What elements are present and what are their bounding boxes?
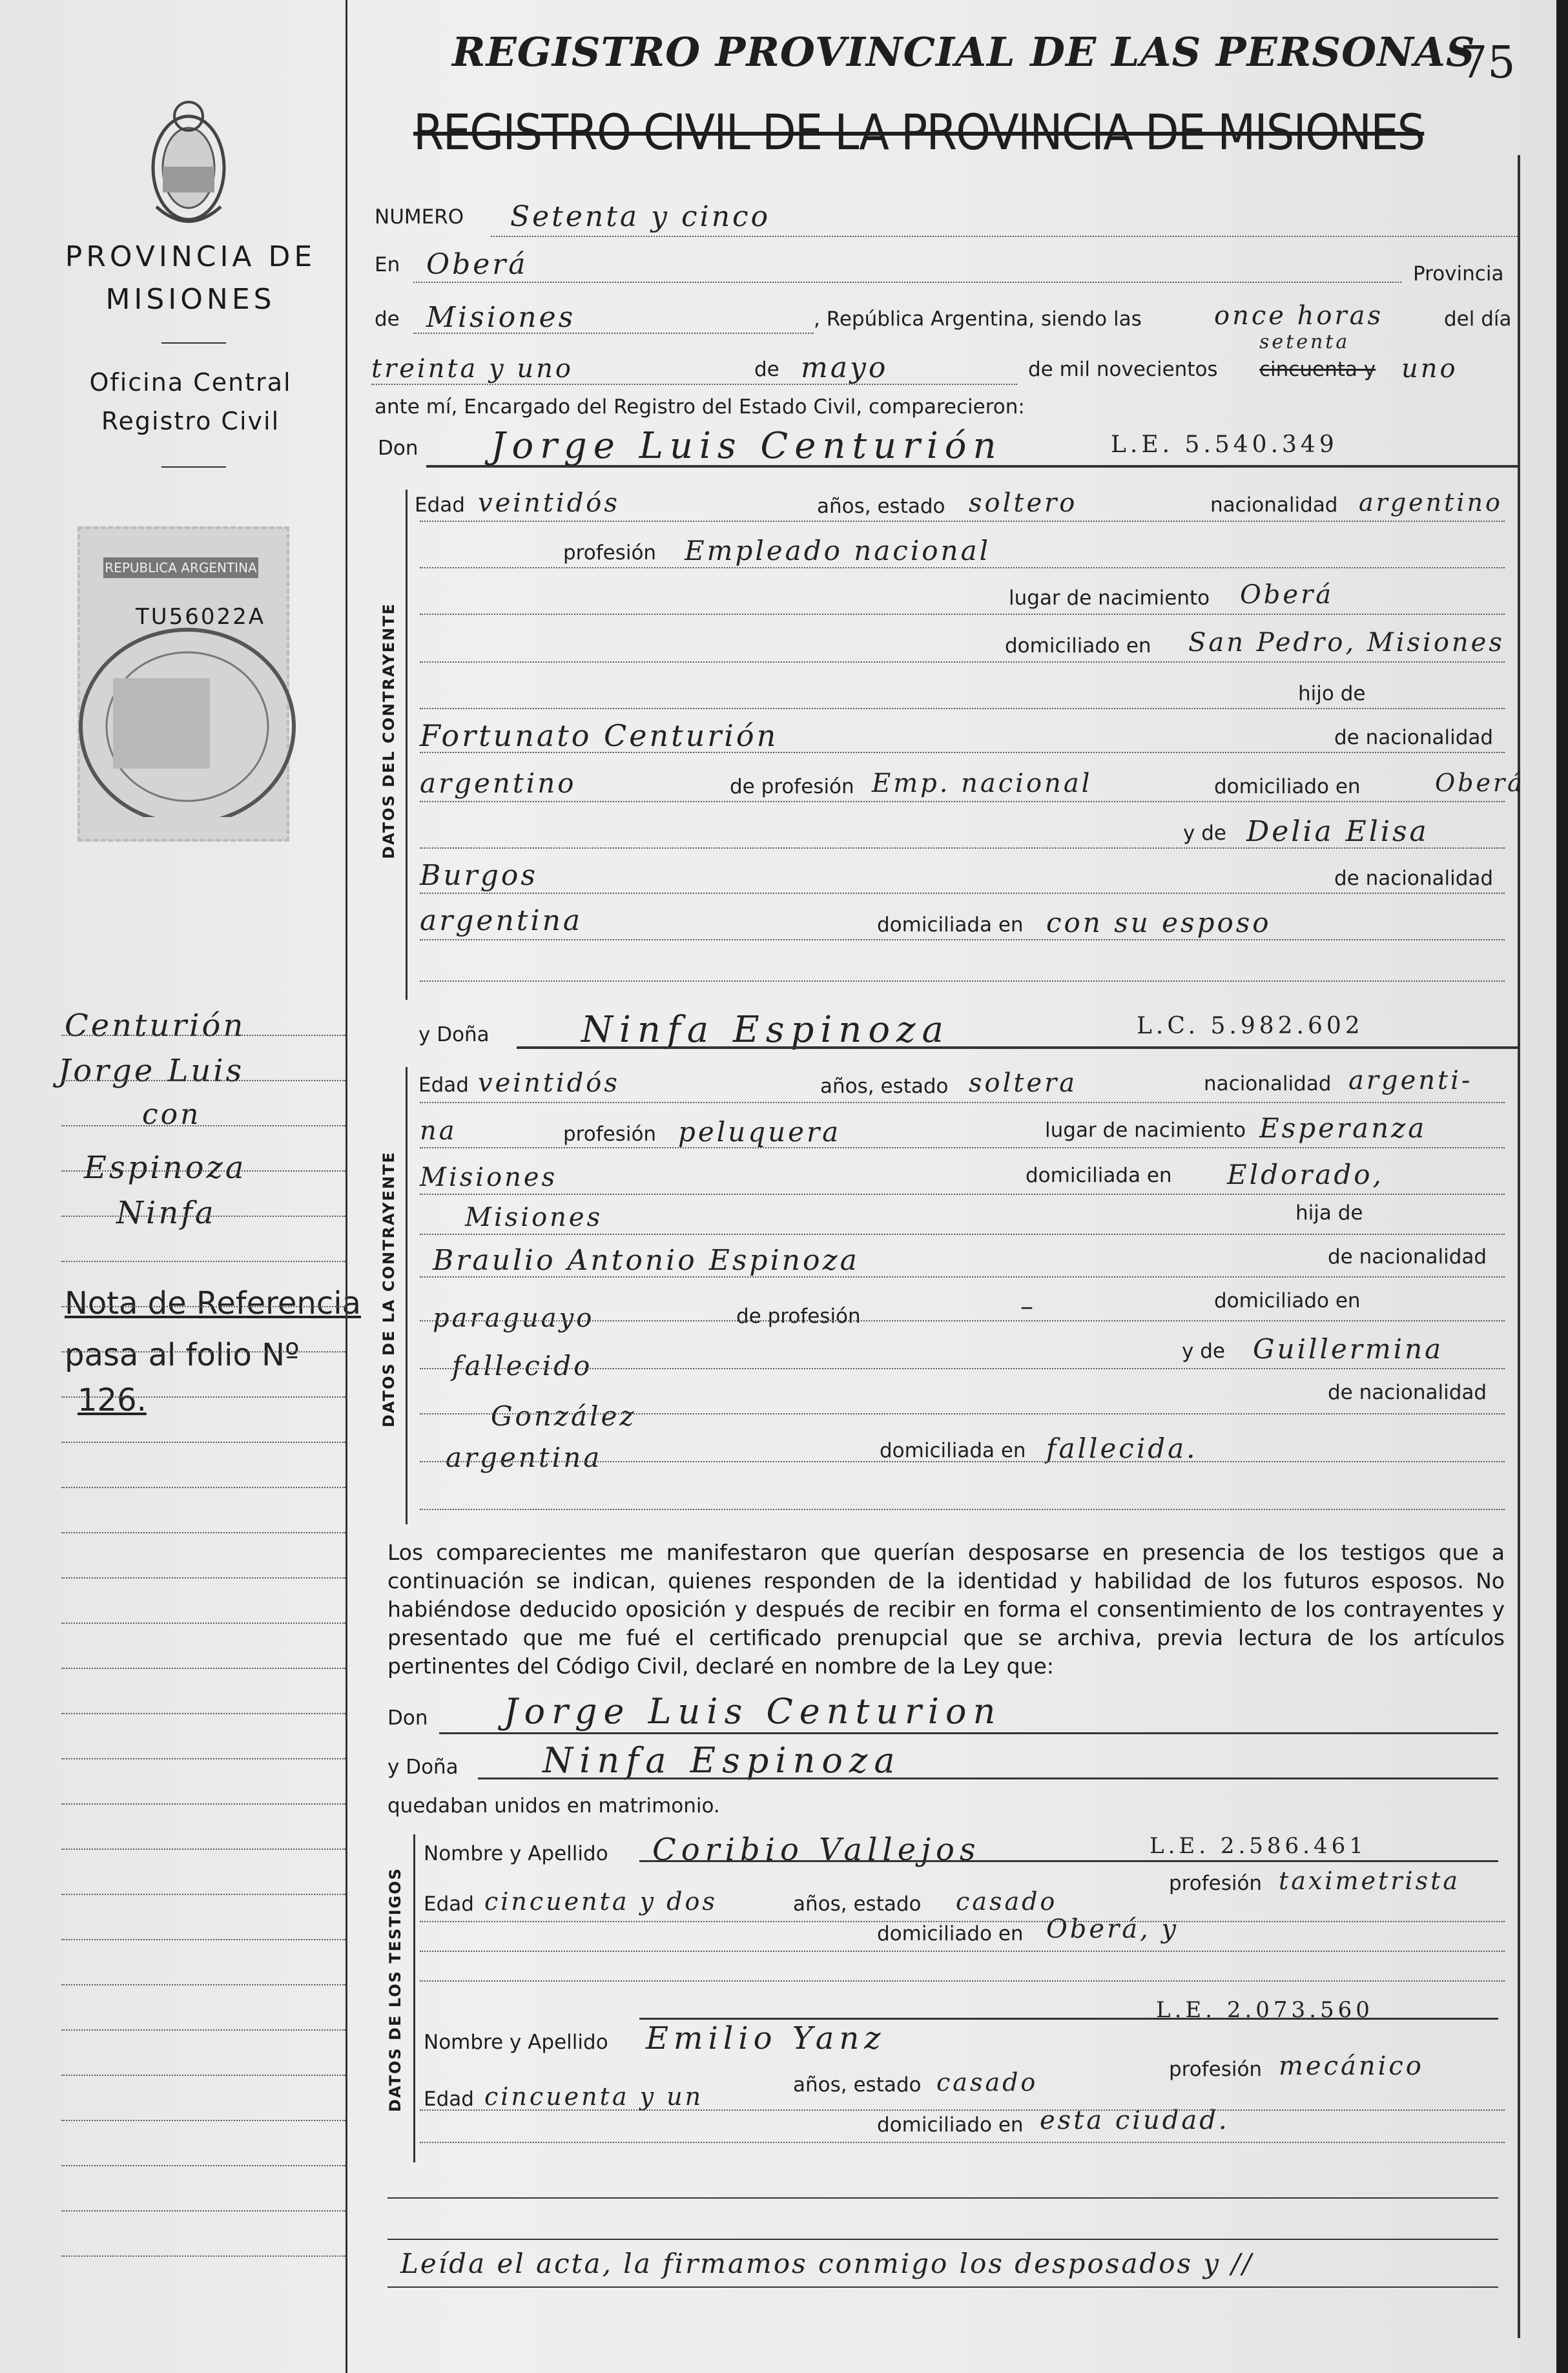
fill-line: [420, 893, 1505, 894]
w2-anos-estado: años, estado: [793, 2073, 922, 2097]
decl-bride-name: Ninfa Espinoza: [542, 1740, 902, 1781]
w2-edad-label: Edad: [424, 2088, 474, 2111]
groom-mother-surname: Burgos: [420, 859, 538, 892]
ruled-line: [61, 2120, 346, 2121]
day-value: treinta y uno: [371, 354, 573, 384]
margin-note-5: Ninfa: [116, 1195, 216, 1231]
w1-edad: cincuenta y dos: [484, 1887, 717, 1916]
margin-note-2: Jorge Luis: [58, 1053, 245, 1089]
province-line-2: MISIONES: [105, 283, 276, 316]
bride-mother-nat: argentina: [446, 1442, 603, 1473]
rule: [639, 2018, 1498, 2020]
province-line-1: PROVINCIA DE: [65, 240, 316, 273]
decl-don-label: Don: [387, 1706, 428, 1730]
groom-edad-label: Edad: [415, 493, 465, 517]
rule: [371, 384, 1017, 385]
fill-line: [420, 2109, 1505, 2111]
ruled-line: [61, 2210, 346, 2212]
bride-name: Ninfa Espinoza: [581, 1009, 950, 1051]
bride-lugar-label: lugar de nacimiento: [1045, 1119, 1246, 1142]
fill-line: [420, 2142, 1505, 2143]
groom-anos-estado: años, estado: [817, 495, 945, 518]
groom-side-label: DATOS DEL CONTRAYENTE: [380, 603, 398, 859]
bride-father-prof: –: [1020, 1292, 1036, 1321]
revenue-stamp: [77, 526, 284, 830]
seal-icon: [77, 617, 300, 817]
bride-mother-surname: González: [491, 1400, 637, 1432]
ruled-line: [61, 1668, 346, 1669]
office-line-1: Oficina Central: [89, 368, 292, 397]
groom-hijo-label: hijo de: [1298, 682, 1366, 705]
w1-nombre-label: Nombre y Apellido: [424, 1842, 608, 1865]
w2-nombre-label: Nombre y Apellido: [424, 2031, 608, 2054]
w1-profesion-label: profesión: [1169, 1872, 1263, 1895]
w1-domicilio: Oberá, y: [1046, 1914, 1179, 1944]
bride-profesion-label: profesión: [563, 1123, 657, 1146]
del-dia-label: del día: [1444, 307, 1512, 331]
de2-label: de: [754, 358, 779, 381]
margin-note-4: Espinoza: [84, 1150, 247, 1186]
bride-side-label: DATOS DE LA CONTRAYENTE: [380, 1151, 398, 1427]
groom-bracket: [406, 490, 407, 1000]
bride-mother-name: Guillermina: [1253, 1333, 1444, 1365]
ruled-line: [61, 1849, 346, 1850]
margin-note-3: con: [142, 1098, 201, 1131]
ruled-line: [61, 1170, 346, 1172]
w1-edad-label: Edad: [424, 1892, 474, 1916]
w2-profesion: mecánico: [1279, 2051, 1424, 2081]
groom-father-dom-label: domiciliado en: [1214, 775, 1361, 798]
groom-father-dom: Oberá: [1435, 769, 1525, 797]
fill-line: [420, 567, 1505, 568]
w1-profesion: taximetrista: [1279, 1867, 1461, 1895]
w2-domiciliado-label: domiciliado en: [877, 2113, 1024, 2137]
ruled-line: [61, 1261, 346, 1262]
divider: [161, 466, 226, 468]
fill-line: [420, 847, 1505, 849]
ruled-line: [61, 1803, 346, 1805]
groom-father-name: Fortunato Centurión: [420, 718, 779, 753]
bride-bracket: [406, 1067, 407, 1524]
rule: [439, 1732, 1498, 1734]
month-value: mayo: [801, 351, 889, 384]
rule: [387, 2197, 1498, 2199]
groom-name: Jorge Luis Centurión: [491, 425, 1003, 467]
ruled-line: [61, 1577, 346, 1579]
rule: [413, 282, 1401, 283]
bride-doc: L.C. 5.982.602: [1137, 1013, 1364, 1039]
groom-y-de-label: y de: [1183, 822, 1226, 845]
numero-value: Setenta y cinco: [510, 200, 771, 233]
bride-nacionalidad: argenti-: [1348, 1066, 1473, 1095]
ruled-line: [61, 1713, 346, 1714]
bride-edad-label: Edad: [418, 1073, 469, 1097]
bride-edad: veintidós: [478, 1068, 620, 1098]
w2-domicilio: esta ciudad.: [1040, 2106, 1230, 2135]
bride-nacionalidad-label: nacionalidad: [1204, 1072, 1332, 1095]
decl-closing: quedaban unidos en matrimonio.: [387, 1794, 720, 1818]
bride-y-de-label: y de: [1182, 1340, 1225, 1363]
groom-domiciliado-label: domiciliado en: [1005, 634, 1151, 658]
fill-line: [420, 708, 1505, 709]
w2-estado: casado: [936, 2068, 1038, 2097]
w2-edad: cincuenta y un: [484, 2082, 704, 2111]
footer-note: Leída el acta, la firmamos conmigo los desposados y //: [400, 2248, 1253, 2279]
margin-note-1: Centurión: [65, 1008, 246, 1044]
ruled-line: [61, 1622, 346, 1624]
rule: [413, 333, 814, 334]
fill-line: [420, 1147, 1505, 1148]
bride-father-name: Braulio Antonio Espinoza: [433, 1244, 860, 1277]
de-value: Misiones: [426, 301, 576, 334]
rule: [387, 2239, 1498, 2240]
fill-line: [420, 521, 1505, 522]
ante-text: ante mí, Encargado del Registro del Estado Civil, comparecieron:: [375, 395, 1025, 419]
w1-anos-estado: años, estado: [793, 1892, 922, 1916]
ruled-line: [61, 1984, 346, 1985]
groom-doc: L.E. 5.540.349: [1111, 431, 1338, 458]
stamp-serial: TU56022A: [136, 604, 266, 630]
ruled-line: [61, 1894, 346, 1895]
bride-estado: soltera: [969, 1068, 1078, 1098]
rule: [478, 1777, 1498, 1779]
bride-domicilio: Eldorado,: [1227, 1159, 1384, 1190]
rule: [491, 236, 1518, 237]
fill-line: [420, 1276, 1505, 1278]
groom-mother-name: Delia Elisa: [1246, 815, 1429, 848]
year-label: de mil novecientos: [1028, 358, 1218, 381]
bride-father-prof-label: de profesión: [736, 1305, 861, 1328]
ruled-line: [61, 2165, 346, 2166]
fill-line: [420, 980, 1505, 982]
fill-line: [420, 1509, 1505, 1510]
fill-line: [420, 661, 1505, 663]
w2-name: Emilio Yanz: [646, 2020, 886, 2057]
ruled-line: [61, 1487, 346, 1488]
header-title: REGISTRO PROVINCIAL DE LAS PERSONAS: [452, 28, 1476, 76]
w1-name: Coribio Vallejos: [652, 1832, 981, 1868]
numero-label: NUMERO: [375, 205, 464, 229]
w2-doc: L.E. 2.073.560: [1156, 1997, 1374, 2023]
ruled-line: [61, 1035, 346, 1036]
decl-groom-name: Jorge Luis Centurion: [504, 1691, 1002, 1732]
en-value: Oberá: [426, 248, 528, 281]
page-number: 75: [1460, 37, 1516, 88]
w1-estado: casado: [956, 1887, 1058, 1916]
groom-mother-nat-label: de nacionalidad: [1334, 867, 1494, 890]
bride-mother-dom: fallecida.: [1046, 1433, 1198, 1464]
ruled-line: [61, 1125, 346, 1126]
fill-line: [420, 1234, 1505, 1235]
ruled-line: [61, 1080, 346, 1081]
w1-doc: L.E. 2.586.461: [1150, 1833, 1367, 1859]
fill-line: [420, 939, 1505, 940]
ruled-line: [61, 1306, 346, 1307]
ruled-line: [61, 1758, 346, 1759]
year-value-2: uno: [1401, 354, 1458, 384]
office-line-2: Registro Civil: [101, 407, 280, 435]
rule: [426, 465, 1518, 468]
groom-edad: veintidós: [478, 488, 620, 518]
bride-father-dom-label: domiciliado en: [1214, 1289, 1361, 1312]
frame-right-border: [1518, 155, 1520, 2338]
groom-father-prof-label: de profesión: [730, 775, 854, 798]
bride-mother-nat-label: de nacionalidad: [1328, 1381, 1487, 1404]
year-value: setenta: [1259, 331, 1350, 353]
ruled-line: [61, 2029, 346, 2031]
rule: [387, 2286, 1498, 2288]
w2-profesion-label: profesión: [1169, 2058, 1263, 2081]
groom-estado: soltero: [969, 488, 1078, 518]
w1-domiciliado-label: domiciliado en: [877, 1922, 1024, 1945]
fill-line: [420, 1461, 1505, 1462]
witness-side-label: DATOS DE LOS TESTIGOS: [386, 1867, 404, 2112]
bride-hija-label: hija de: [1295, 1201, 1363, 1225]
don-label: Don: [378, 437, 418, 460]
ruled-line: [61, 1351, 346, 1352]
reference-note-3: 126.: [77, 1382, 147, 1418]
hour-value: once horas: [1214, 301, 1383, 331]
witness-bracket: [413, 1834, 415, 2162]
groom-mother-dom: con su esposo: [1046, 907, 1272, 938]
ruled-line: [61, 1939, 346, 1940]
bride-mother-dom-label: domiciliada en: [880, 1439, 1026, 1462]
fill-line: [420, 614, 1505, 615]
bride-lugar-2: Misiones: [420, 1163, 558, 1192]
bride-profesion: peluquera: [678, 1116, 841, 1148]
fill-line: [420, 1102, 1505, 1103]
bride-father-nat: paraguayo: [433, 1303, 595, 1333]
fill-line: [420, 1980, 1505, 1982]
de-label: de: [375, 307, 400, 331]
header-title-struck: REGISTRO CIVIL DE LA PROVINCIA DE MISIONES: [413, 103, 1425, 161]
dona-label: y Doña: [418, 1023, 490, 1046]
ruled-line: [61, 2255, 346, 2257]
bride-father-nat-label: de nacionalidad: [1328, 1245, 1487, 1269]
groom-nacionalidad-label: nacionalidad: [1210, 493, 1338, 517]
groom-profesion: Empleado nacional: [685, 535, 991, 566]
bride-father-dom: fallecido: [452, 1350, 593, 1382]
fill-line: [420, 1921, 1505, 1922]
fill-line: [420, 1413, 1505, 1414]
fill-line: [420, 1951, 1505, 1952]
bride-nacionalidad-2: na: [420, 1116, 457, 1146]
ruled-line: [61, 1532, 346, 1533]
bride-lugar: Esperanza: [1259, 1112, 1427, 1144]
groom-mother-dom-label: domiciliada en: [877, 913, 1024, 937]
rule: [517, 1046, 1518, 1049]
fill-line: [420, 801, 1505, 802]
groom-lugar: Oberá: [1240, 580, 1334, 610]
groom-father-prof: Emp. nacional: [872, 769, 1093, 798]
decl-dona-label: y Doña: [387, 1756, 459, 1779]
rule: [639, 1860, 1498, 1862]
reference-note-1: Nota de Referencia: [65, 1285, 361, 1321]
republica-text: , República Argentina, siendo las: [814, 307, 1142, 331]
ruled-line: [61, 1442, 346, 1443]
ruled-line: [61, 1396, 346, 1398]
fill-line: [420, 1320, 1505, 1321]
year-struck: cincuenta y: [1259, 358, 1376, 381]
groom-father-nat: argentino: [420, 767, 577, 799]
en-label: En: [375, 253, 400, 276]
stamp-label: REPUBLICA ARGENTINA: [103, 557, 258, 578]
coat-of-arms-icon: [143, 97, 234, 229]
provincia-label: Provincia: [1413, 262, 1504, 285]
reference-note-2: pasa al folio Nº: [65, 1337, 300, 1373]
divider: [161, 342, 226, 344]
bride-domicilio-2: Misiones: [465, 1203, 603, 1232]
ruled-line: [61, 2075, 346, 2076]
groom-domicilio: San Pedro, Misiones: [1188, 628, 1505, 658]
declaration-paragraph: Los comparecientes me manifestaron que querían desposarse en presencia de los testigos que a continuación se indican, quienes responden de la identidad y habilidad de los futuros esposos. No habiéndose deducido oposición y después de recibir en forma el consentimiento de los contrayentes y presentado que me fué el certificado prenupcial que se archiva, previa lectura de los artículos pertinentes del Código Civil, declaré en nombre de la Ley que:: [387, 1540, 1505, 1679]
bride-anos-estado: años, estado: [820, 1075, 949, 1098]
fill-line: [420, 1194, 1505, 1195]
groom-mother-nat: argentina: [420, 904, 583, 937]
groom-profesion-label: profesión: [563, 541, 657, 565]
groom-lugar-label: lugar de nacimiento: [1009, 586, 1210, 610]
groom-father-nat-label: de nacionalidad: [1334, 726, 1494, 749]
frame-left-border: [346, 0, 347, 2373]
fill-line: [420, 752, 1505, 753]
groom-nacionalidad: argentino: [1359, 488, 1503, 517]
fill-line: [420, 1368, 1505, 1369]
ruled-line: [61, 1216, 346, 1217]
bride-domiciliada-label: domiciliada en: [1026, 1164, 1172, 1187]
